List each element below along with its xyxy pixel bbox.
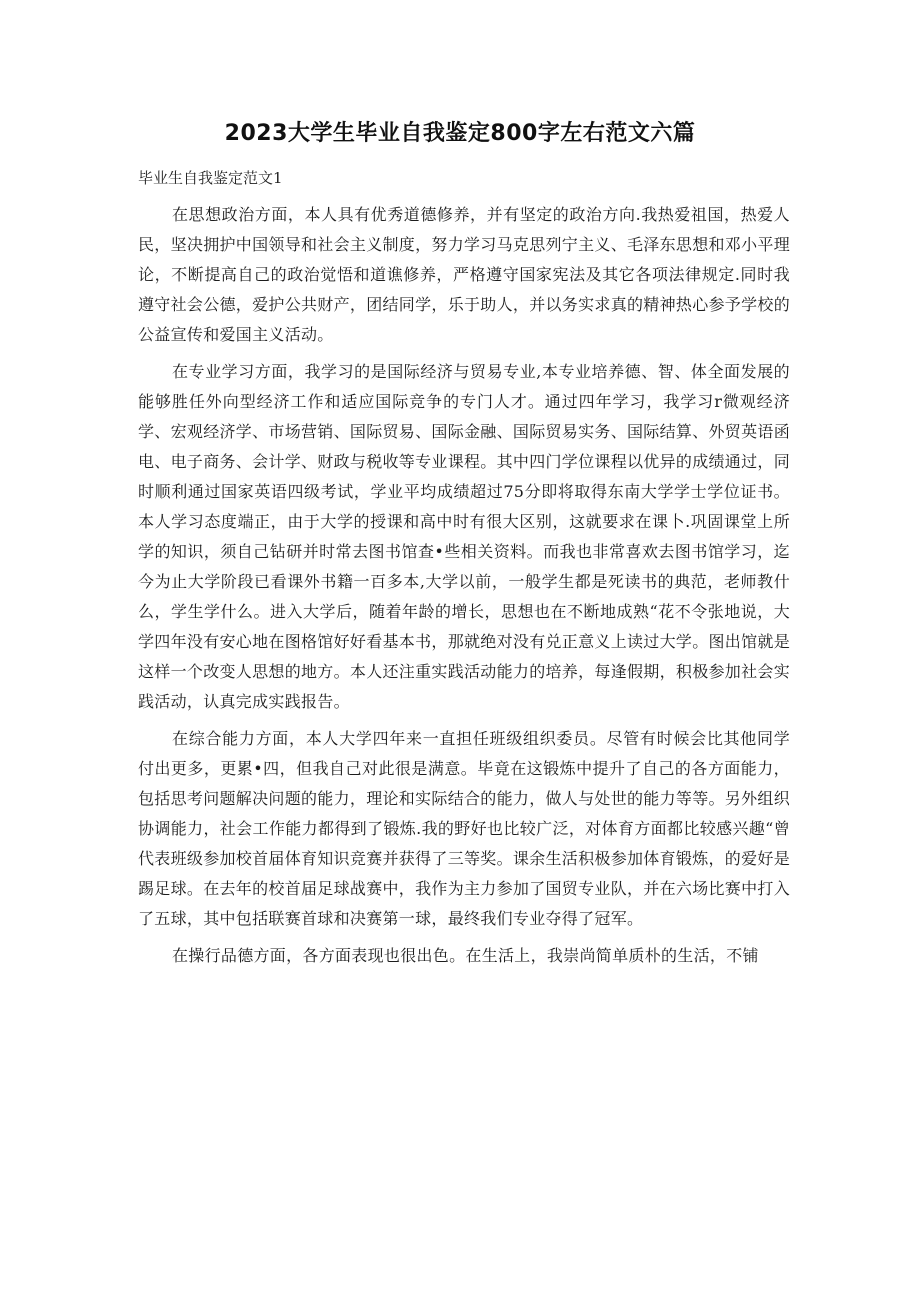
section-heading: 毕业生自我鉴定范文1: [138, 169, 283, 187]
paragraph-political: 在思想政治方面，本人具有优秀道德修养，并有坚定的政治方向.我热爱祖国，热爱人民，坚决拥护中国领导和社会主义制度，努力学习马克思列宁主义、毛泽东思想和邓小平理论，不断提高自己的政治觉悟和道谯修养，严格遵守国家宪法及其它各项法律规定.同时我遵守社会公德，爱护公共财产，团结同学，乐于助人，并以务实求真的精神热心参予学校的公益宣传和爱国主义活动。: [138, 205, 791, 344]
document-body: [138, 200, 790, 978]
document-title: 2023大学生毕业自我鉴定800字左右范文六篇: [224, 121, 696, 146]
paragraph-ability: 在综合能力方面，本人大学四年来一直担任班级组织委员。尽管有时候会比其他同学付出更多，更累•四，但我自己对此很是满意。毕竟在这锻炼中提升了自己的各方面能力，包括思考问题解决问题的能力，理论和实际结合的能力，做人与处世的能力等等。另外组织协调能力，社会工作能力都得到了锻炼.我的野好也比较广泛，对体育方面都比较感兴趣“曾代表班级参加校首届体育知识竞赛并获得了三等奖。课余生活积极参加体育锻炼，的爱好是踢足球。在去年的校首届足球战赛中，我作为主力参加了国贸专业队，并在六场比赛中打入了五球，其中包括联赛首球和决赛第一球，最终我们专业夺得了冠军。: [138, 729, 791, 928]
paragraph-study: 在专业学习方面，我学习的是国际经济与贸易专业,本专业培养德、智、体全面发展的能够胜任外向型经济工作和适应国际竞争的专门人才。通过四年学习，我学习r微观经济学、宏观经济学、市场营销、国际贸易、国际金融、国际贸易实务、国际结算、外贸英语函电、电子商务、会计学、财政与税收等专业课程。其中四门学位课程以优异的成绩通过，同时顺利通过国家英语四级考试，学业平均成绩超过75分即将取得东南大学学士学位证书。本人学习态度端正，由于大学的授课和高中时有很大区别，这就要求在课卜.巩固课堂上所学的知识，须自己钻研并时常去图书馆查•些相关资料。而我也非常喜欢去图书馆学习，迄今为止大学阶段已看课外书籍一百多本,大学以前，一般学生都是死读书的典范，老师教什么，学生学什么。进入大学后，随着年龄的增长，思想也在不断地成熟“花不令张地说，大学四年没有安心地在图格馆好好看基本书，那就绝对没有兑正意义上读过大学。图出馆就是这样一个改变人思想的地方。本人还注重实践活动能力的培养，每逢假期，积极参加社会实践活动，认真完成实践报告。: [138, 362, 791, 711]
paragraph-conduct: 在操行品德方面，各方面表现也很出色。在生活上，我崇尚简单质朴的生活，不铺: [172, 946, 759, 965]
